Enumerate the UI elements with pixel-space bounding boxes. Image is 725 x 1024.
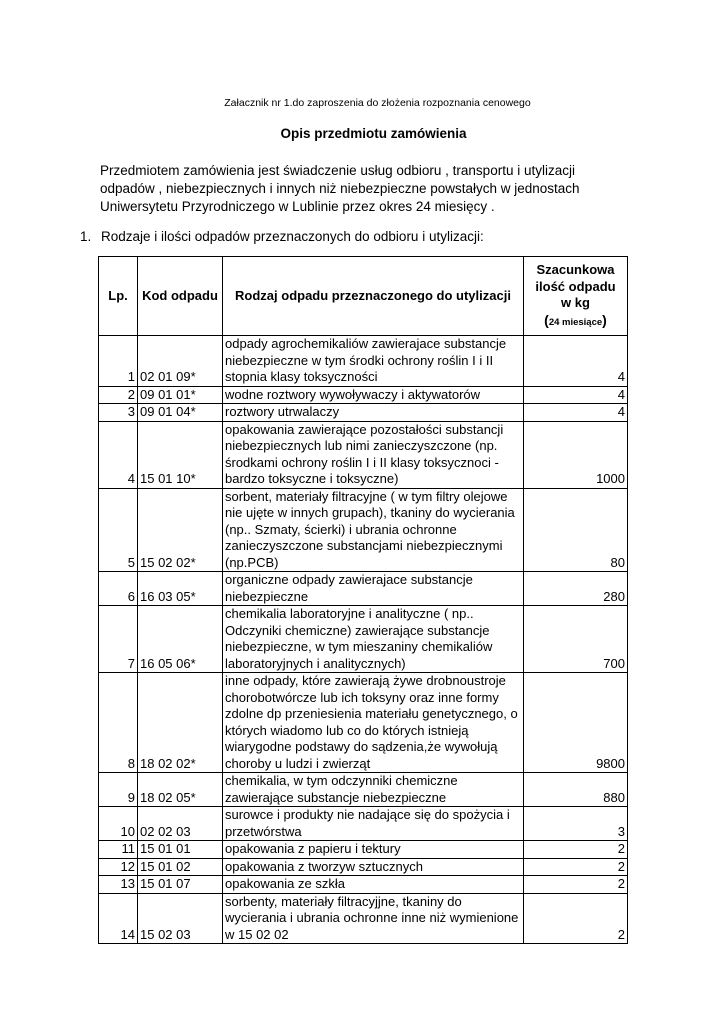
- cell-lp: 3: [99, 404, 138, 422]
- cell-qty: 4: [524, 386, 628, 404]
- cell-lp: 2: [99, 386, 138, 404]
- cell-name-line: wycierania i ubrania ochronne inne niż wymienione: [225, 910, 519, 925]
- cell-name-line: zawierające substancje niebezpieczne: [225, 789, 447, 805]
- cell-name-line: stopnia klasy toksyczności: [225, 369, 378, 384]
- cell-name: [223, 841, 524, 859]
- cell-name: [223, 876, 524, 894]
- cell-code: 18 02 05*: [138, 773, 223, 807]
- cell-name: [223, 572, 524, 606]
- cell-qty: 3: [524, 807, 628, 841]
- cell-qty: 2: [524, 841, 628, 859]
- cell-lp: 6: [99, 572, 138, 606]
- cell-code: 15 02 03: [138, 893, 223, 944]
- cell-lp: 5: [99, 488, 138, 572]
- cell-name-line: niebezpieczne w tym środki ochrony roślin I i II: [225, 352, 494, 368]
- cell-name: [223, 807, 524, 841]
- table-row: [99, 773, 628, 807]
- cell-name-line: opakowania zawierające pozostałości substancji: [225, 421, 504, 437]
- cell-lp: 14: [99, 893, 138, 944]
- cell-name: [223, 858, 524, 876]
- cell-name: [223, 336, 524, 387]
- cell-name: [223, 773, 524, 807]
- cell-name-line: sorbenty, materiały filtracyjjne, tkaniny do: [225, 893, 462, 909]
- cell-name: [223, 386, 524, 404]
- cell-name-line: których wiadomo lub co do których istnieją: [225, 722, 469, 738]
- cell-code: 02 02 03: [138, 807, 223, 841]
- cell-code: 15 01 10*: [138, 421, 223, 488]
- cell-qty: 2: [524, 893, 628, 944]
- table-row: [99, 421, 628, 488]
- section-text: Rodzaje i ilości odpadów przeznaczonych do odbioru i utylizacji:: [101, 229, 484, 244]
- cell-code: 18 02 02*: [138, 673, 223, 773]
- cell-qty: 80: [524, 488, 628, 572]
- table-header-row: [99, 257, 628, 336]
- table-row: [99, 606, 628, 673]
- cell-name-line: zanieczyszczone substancjami niebezpiecznymi: [225, 538, 503, 553]
- table-row: [99, 893, 628, 944]
- cell-name-line: przetwórstwa: [225, 823, 302, 839]
- table-row: [99, 841, 628, 859]
- cell-name: [223, 893, 524, 944]
- header-qty: [524, 257, 628, 336]
- header-code: Kod odpadu: [138, 257, 223, 336]
- cell-name-line: inne odpady, które zawierają żywe drobnoustroje: [225, 673, 506, 688]
- table-row: [99, 572, 628, 606]
- cell-qty: 2: [524, 858, 628, 876]
- cell-name: [223, 673, 524, 773]
- cell-qty: 4: [524, 336, 628, 387]
- cell-name-line: chemikalia, w tym odczynniki chemiczne: [225, 773, 458, 788]
- cell-name-line: laboratoryjnych i analitycznych): [225, 655, 406, 671]
- cell-lp: 9: [99, 773, 138, 807]
- cell-name-line: niebezpieczne, w tym mieszaniny chemikaliów: [225, 639, 493, 654]
- header-qty-note: 24 miesiące: [548, 316, 603, 328]
- intro-paragraph: [100, 162, 640, 216]
- cell-code: 15 01 02: [138, 858, 223, 876]
- cell-lp: 12: [99, 858, 138, 876]
- cell-name-line: chorobotwórcze lub ich toksyny oraz inne formy: [225, 689, 499, 705]
- section-heading: [80, 229, 484, 244]
- cell-name-line: bardzo toksyczne i toksyczne): [225, 471, 399, 486]
- table-row: [99, 876, 628, 894]
- cell-name-line: organiczne odpady zawierajace substancje: [225, 572, 473, 587]
- cell-name-line: choroby u ludzi i zwierząt: [225, 755, 371, 771]
- cell-lp: 10: [99, 807, 138, 841]
- cell-lp: 8: [99, 673, 138, 773]
- cell-name-line: wodne roztwory wywoływaczy i aktywatorów: [225, 386, 481, 402]
- cell-lp: 11: [99, 841, 138, 859]
- cell-name-line: Odczyniki chemiczne) zawierające substancje: [225, 622, 490, 638]
- cell-qty: 280: [524, 572, 628, 606]
- cell-name-line: roztwory utrwalaczy: [225, 404, 340, 419]
- cell-name-line: niebezpieczne: [225, 588, 309, 604]
- cell-name-line: środkami ochrony roślin I i II klasy toksycznoci -: [225, 454, 499, 470]
- cell-code: 09 01 01*: [138, 386, 223, 404]
- intro-line: odpadów , niebezpiecznych i innych niż niebezpieczne powstałych w jednostach: [100, 181, 580, 196]
- cell-name-line: sorbent, materiały filtracyjne ( w tym filtry olejowe: [225, 488, 508, 504]
- cell-name-line: odpady agrochemikaliów zawierajace substancje: [225, 336, 507, 351]
- table-row: [99, 404, 628, 422]
- cell-name-line: nie ujęte w innych grupach), tkaniny do wycierania: [225, 505, 515, 520]
- table-row: [99, 386, 628, 404]
- cell-qty: 700: [524, 606, 628, 673]
- header-lp: Lp.: [99, 257, 138, 336]
- cell-code: 16 05 06*: [138, 606, 223, 673]
- section-number: 1.: [80, 229, 92, 244]
- cell-qty: 2: [524, 876, 628, 894]
- cell-qty: 1000: [524, 421, 628, 488]
- cell-qty: 9800: [524, 673, 628, 773]
- cell-name-line: opakowania ze szkła: [225, 876, 345, 891]
- cell-name-line: (np.. Szmaty, ścierki) i ubrania ochronne: [225, 521, 457, 537]
- table-row: [99, 673, 628, 773]
- table-row: [99, 488, 628, 572]
- cell-name-line: (np.PCB): [225, 554, 279, 570]
- cell-name: [223, 488, 524, 572]
- table-row: [99, 336, 628, 387]
- document-title: Opis przedmiotu zamówienia: [280, 126, 467, 141]
- cell-lp: 4: [99, 421, 138, 488]
- cell-code: 15 01 01: [138, 841, 223, 859]
- cell-name: [223, 404, 524, 422]
- cell-qty: 880: [524, 773, 628, 807]
- cell-name-line: w 15 02 02: [225, 926, 289, 942]
- intro-line: Uniwersytetu Przyrodniczego w Lublinie przez okres 24 miesięcy .: [100, 199, 495, 214]
- cell-qty: 4: [524, 404, 628, 422]
- cell-name: [223, 421, 524, 488]
- cell-name-line: surowce i produkty nie nadające się do spożycia i: [225, 807, 510, 822]
- cell-lp: 7: [99, 606, 138, 673]
- cell-name-line: wiarygodne podstawy do sądzenia,że wywołują: [225, 739, 498, 754]
- cell-name-line: chemikalia laboratoryjne i analityczne ( np..: [225, 606, 474, 621]
- header-qty-note-wrap: (24 miesiące): [544, 311, 607, 328]
- waste-table: [98, 256, 628, 944]
- annex-note: Załacznik nr 1.do zaproszenia do złożenia rozpoznania cenowego: [224, 97, 531, 109]
- intro-line: Przedmiotem zamówienia jest świadczenie usług odbioru , transportu i utylizacji: [100, 163, 575, 178]
- cell-code: 09 01 04*: [138, 404, 223, 422]
- header-qty-line: Szacunkowa: [536, 262, 615, 277]
- cell-code: 15 01 07: [138, 876, 223, 894]
- table-row: [99, 858, 628, 876]
- cell-name-line: opakowania z papieru i tektury: [225, 841, 401, 856]
- header-qty-line: w kg: [561, 295, 590, 310]
- cell-code: 02 01 09*: [138, 336, 223, 387]
- cell-name-line: zdolne dp przeniesienia materiału genetycznego, o: [225, 706, 518, 721]
- cell-code: 16 03 05*: [138, 572, 223, 606]
- cell-lp: 13: [99, 876, 138, 894]
- header-name: Rodzaj odpadu przeznaczonego do utylizacji: [223, 257, 524, 336]
- cell-name-line: opakowania z tworzyw sztucznych: [225, 858, 423, 874]
- cell-lp: 1: [99, 336, 138, 387]
- cell-code: 15 02 02*: [138, 488, 223, 572]
- cell-name-line: niebezpiecznych lub nimi zanieczyszczone (np.: [225, 438, 498, 453]
- header-qty-line: ilość odpadu: [535, 278, 616, 294]
- cell-name: [223, 606, 524, 673]
- table-row: [99, 807, 628, 841]
- table-body: [99, 336, 628, 944]
